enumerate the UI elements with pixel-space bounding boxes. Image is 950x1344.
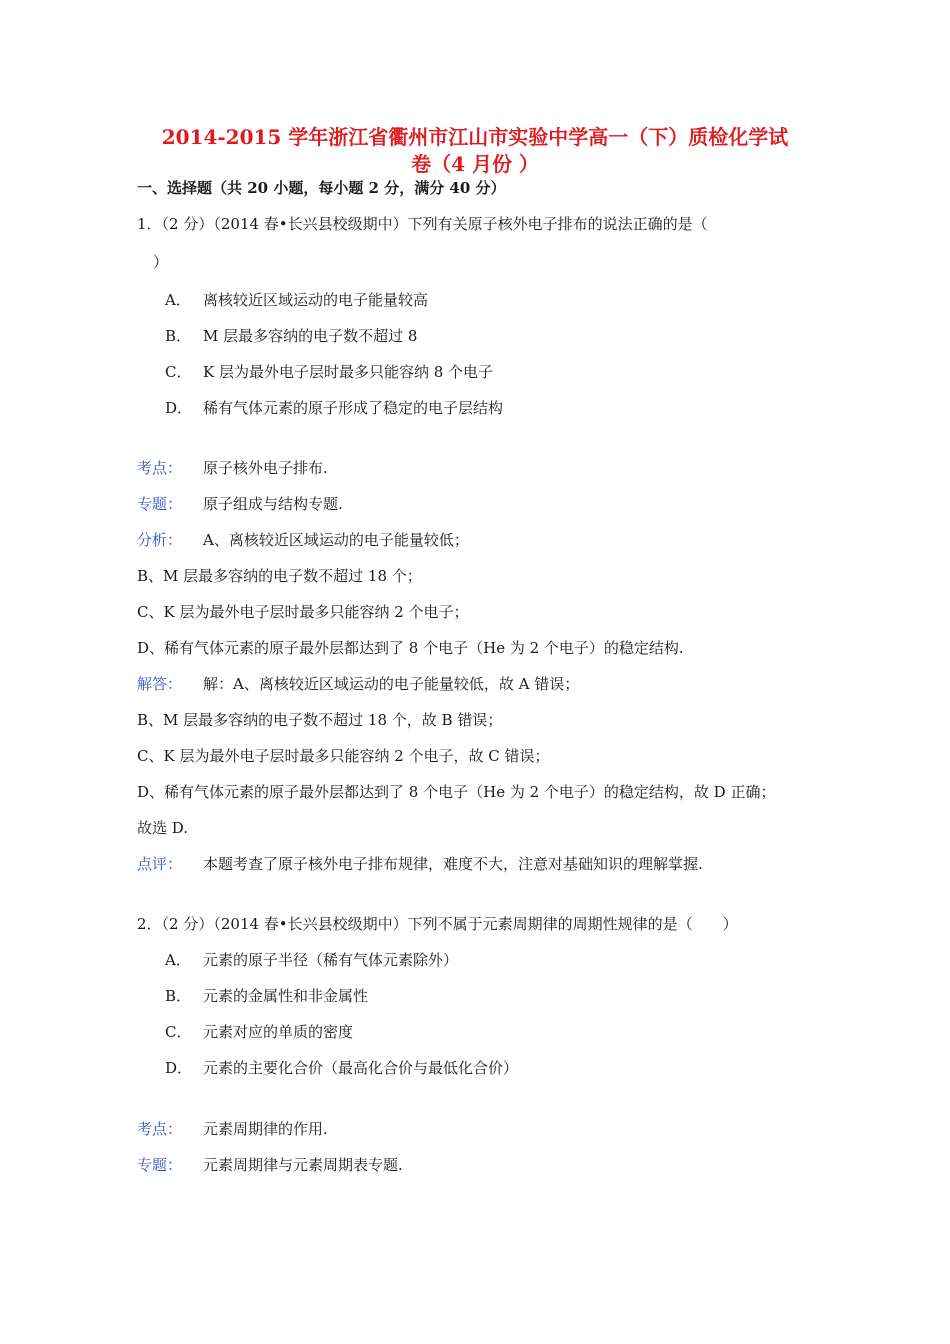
q2-kaodian-label: 考点：: [137, 1120, 183, 1138]
q1-dianping-label: 点评：: [137, 855, 183, 873]
q2-option-a-letter: A．: [165, 951, 191, 969]
q2-zhuanti: 元素周期律与元素周期表专题.: [203, 1156, 403, 1174]
page-title-line2: 卷（4 月份 ）: [411, 152, 539, 176]
q2-option-a-text: 元素的原子半径（稀有气体元素除外）: [203, 951, 459, 969]
q1-jieda-line: 故选 D.: [137, 819, 189, 837]
q1-fenxi-label: 分析：: [137, 531, 183, 549]
q2-option-c-letter: C．: [165, 1023, 192, 1041]
q1-option-d-letter: D．: [165, 399, 193, 417]
q1-option-a-text: 离核较近区域运动的电子能量较高: [203, 291, 429, 309]
q1-kaodian: 原子核外电子排布.: [203, 459, 328, 477]
q1-zhuanti: 原子组成与结构专题.: [203, 495, 343, 513]
q2-option-d-letter: D．: [165, 1059, 193, 1077]
q1-kaodian-label: 考点：: [137, 459, 183, 477]
q1-stem: 1．（2 分）（2014 春•长兴县校级期中）下列有关原子核外电子排布的说法正确的是（: [137, 215, 708, 233]
q1-jieda-line: C、K 层为最外电子层时最多只能容纳 2 个电子，故 C 错误；: [137, 747, 550, 765]
q1-zhuanti-label: 专题：: [137, 495, 183, 513]
page-title-line1: 2014-2015 学年浙江省衢州市江山市实验中学高一（下）质检化学试: [161, 125, 789, 149]
q1-option-c-text: K 层为最外电子层时最多只能容纳 8 个电子: [203, 363, 494, 381]
q1-fenxi-line: C、K 层为最外电子层时最多只能容纳 2 个电子；: [137, 603, 469, 621]
q1-fenxi-line: B、M 层最多容纳的电子数不超过 18 个；: [137, 567, 422, 585]
q2-option-c-text: 元素对应的单质的密度: [203, 1023, 354, 1041]
q1-option-b-text: M 层最多容纳的电子数不超过 8: [203, 327, 418, 345]
q1-fenxi-line: A、离核较近区域运动的电子能量较低；: [203, 531, 469, 549]
q1-stem-end: ）: [153, 253, 169, 271]
q2-kaodian: 元素周期律的作用.: [203, 1120, 328, 1138]
q1-jieda-line: B、M 层最多容纳的电子数不超过 18 个，故 B 错误；: [137, 711, 503, 729]
section-heading: 一、选择题（共 20 小题，每小题 2 分，满分 40 分）: [137, 179, 506, 197]
q1-jieda-line: 解：A、离核较近区域运动的电子能量较低，故 A 错误；: [203, 675, 580, 693]
q1-jieda-label: 解答：: [137, 675, 183, 693]
q2-option-d-text: 元素的主要化合价（最高化合价与最低化合价）: [203, 1059, 519, 1077]
q1-option-a-letter: A．: [165, 291, 191, 309]
q2-option-b-letter: B．: [165, 987, 192, 1005]
q2-zhuanti-label: 专题：: [137, 1156, 183, 1174]
q1-option-b-letter: B．: [165, 327, 192, 345]
q1-option-d-text: 稀有气体元素的原子形成了稳定的电子层结构: [203, 399, 504, 417]
q1-dianping: 本题考查了原子核外电子排布规律，难度不大，注意对基础知识的理解掌握.: [203, 855, 703, 873]
q1-jieda-line: D、稀有气体元素的原子最外层都达到了 8 个电子（He 为 2 个电子）的稳定结构，故 D 正确；: [137, 783, 776, 801]
q1-fenxi-line: D、稀有气体元素的原子最外层都达到了 8 个电子（He 为 2 个电子）的稳定结构.: [137, 639, 684, 657]
q2-stem: 2．（2 分）（2014 春•长兴县校级期中）下列不属于元素周期律的周期性规律的是（ ）: [137, 915, 738, 933]
q1-option-c-letter: C．: [165, 363, 192, 381]
q2-option-b-text: 元素的金属性和非金属性: [203, 987, 369, 1005]
